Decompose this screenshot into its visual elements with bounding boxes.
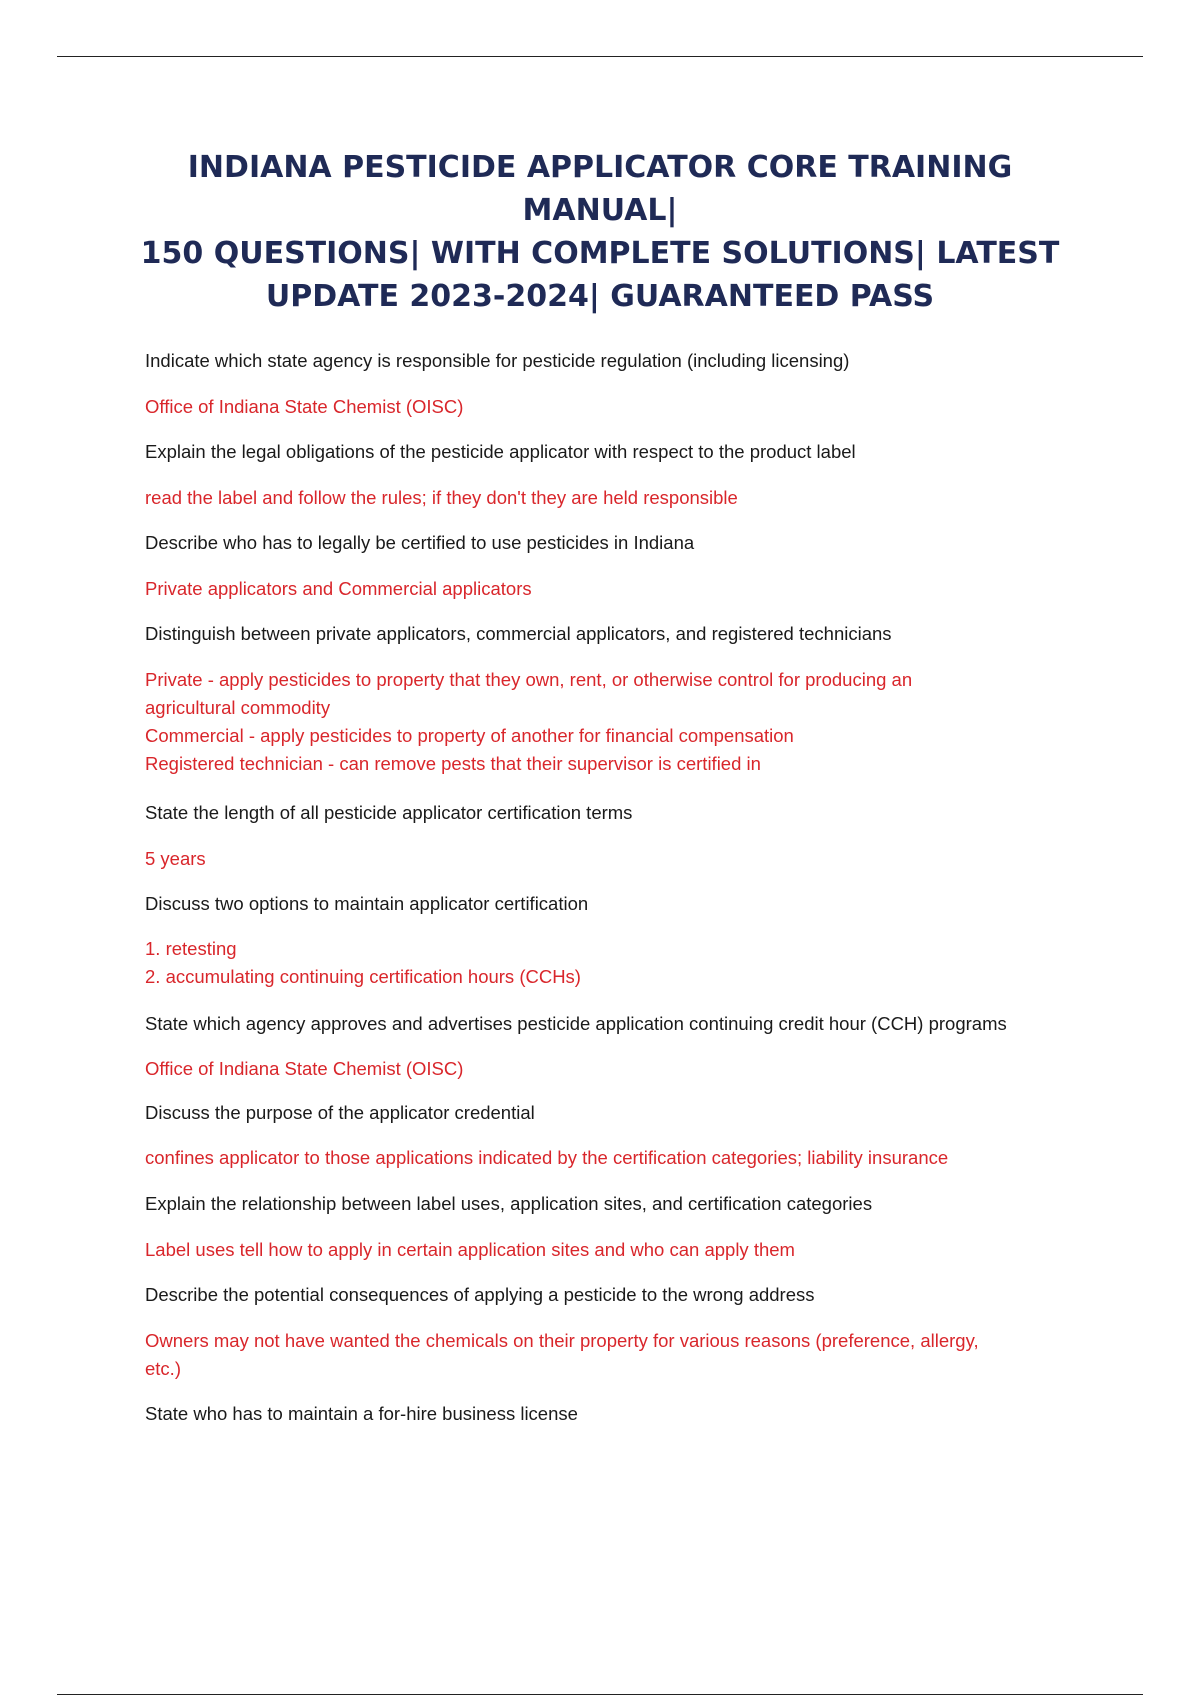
question-text: Describe the potential consequences of applying a pesticide to the wrong address bbox=[145, 1284, 815, 1305]
title-line: UPDATE 2023-2024| GUARANTEED PASS bbox=[265, 279, 935, 314]
answer-line: read the label and follow the rules; if they don't they are held responsible bbox=[145, 487, 738, 508]
answer-line: agricultural commodity bbox=[145, 697, 331, 718]
question-text: State who has to maintain a for-hire business license bbox=[145, 1403, 578, 1424]
answer-text bbox=[145, 1236, 1095, 1264]
question-text: State which agency approves and advertises pesticide application continuing credit hour (CCH) programs bbox=[145, 1013, 1007, 1034]
answer-line: Commercial - apply pesticides to property of another for financial compensation bbox=[145, 725, 794, 746]
answer-text bbox=[145, 393, 1095, 421]
title-line: 150 QUESTIONS| WITH COMPLETE SOLUTIONS| LATEST bbox=[140, 236, 1060, 271]
answer-line: etc.) bbox=[145, 1358, 181, 1379]
answer-line: Owners may not have wanted the chemicals on their property for various reasons (preference, allergy, bbox=[145, 1330, 979, 1351]
answer-line: Label uses tell how to apply in certain application sites and who can apply them bbox=[145, 1239, 795, 1260]
question-text: Explain the relationship between label uses, application sites, and certification categories bbox=[145, 1193, 873, 1214]
answer-line: Office of Indiana State Chemist (OISC) bbox=[145, 396, 464, 417]
answer-text bbox=[145, 1055, 1095, 1083]
answer-line: confines applicator to those applications indicated by the certification categories; liability insurance bbox=[145, 1147, 949, 1168]
answer-line: 2. accumulating continuing certification hours (CCHs) bbox=[145, 966, 581, 987]
bottom-divider bbox=[57, 1694, 1143, 1695]
question-text: Explain the legal obligations of the pesticide applicator with respect to the product label bbox=[145, 441, 856, 462]
question-text: Indicate which state agency is responsible for pesticide regulation (including licensing) bbox=[145, 350, 850, 371]
answer-line: Office of Indiana State Chemist (OISC) bbox=[145, 1058, 464, 1079]
answer-line: Registered technician - can remove pests that their supervisor is certified in bbox=[145, 753, 761, 774]
question-text: Discuss two options to maintain applicator certification bbox=[145, 893, 589, 914]
answer-text bbox=[145, 935, 1095, 991]
question-text: State the length of all pesticide applicator certification terms bbox=[145, 802, 633, 823]
answer-line: Private - apply pesticides to property that they own, rent, or otherwise control for producing an bbox=[145, 669, 913, 690]
answer-text bbox=[145, 484, 1095, 512]
answer-line: Private applicators and Commercial applicators bbox=[145, 578, 532, 599]
answer-text bbox=[145, 1327, 1095, 1383]
answer-text bbox=[145, 1144, 1095, 1172]
answer-text bbox=[145, 575, 1095, 603]
answer-line: 1. retesting bbox=[145, 938, 237, 959]
answer-text bbox=[145, 666, 1095, 778]
question-text: Describe who has to legally be certified to use pesticides in Indiana bbox=[145, 532, 695, 553]
title-line: INDIANA PESTICIDE APPLICATOR CORE TRAINING MANUAL| bbox=[187, 150, 1013, 228]
answer-line: 5 years bbox=[145, 848, 206, 869]
answer-text bbox=[145, 845, 1095, 873]
question-text: Distinguish between private applicators, commercial applicators, and registered technicians bbox=[145, 623, 892, 644]
question-text: Discuss the purpose of the applicator credential bbox=[145, 1102, 535, 1123]
